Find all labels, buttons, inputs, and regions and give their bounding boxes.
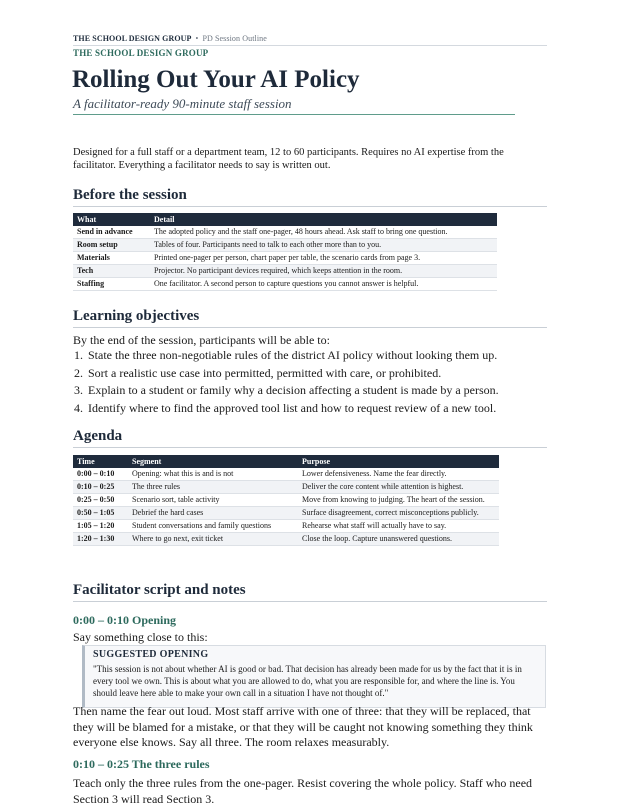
table-cell: Student conversations and family questions	[128, 520, 298, 533]
table-cell: 0:25 – 0:50	[73, 494, 128, 507]
list-item: 2. Sort a realistic use case into permitted, permitted with care, or prohibited.	[86, 365, 556, 383]
opening-lead: Say something close to this:	[73, 630, 208, 644]
table-cell: 0:50 – 1:05	[73, 507, 128, 520]
list-item: 3. Explain to a student or family why a decision affecting a student is made by a person.	[86, 382, 556, 400]
section-heading-objectives: Learning objectives	[73, 308, 547, 328]
table-cell: Move from knowing to judging. The heart of the session.	[298, 494, 499, 507]
table-cell: Room setup	[73, 239, 150, 252]
callout-quote: "This session is not about whether AI is good or bad. That decision has already been made for us by the fact that it is in every tool we own. This is about what you are allowed to do, what you are responsible for, and where the line is. You should leave here able to make your own call in a situation I have not thought of."	[93, 664, 522, 698]
column-header: Purpose	[298, 455, 499, 468]
agenda-table	[73, 455, 499, 546]
table-cell: 1:20 – 1:30	[73, 533, 128, 546]
table-cell: 0:10 – 0:25	[73, 481, 128, 494]
column-header: What	[73, 213, 150, 226]
document-title: Rolling Out Your AI Policy	[72, 66, 360, 93]
column-header: Segment	[128, 455, 298, 468]
rules-segment-heading: 0:10 – 0:25 The three rules	[73, 757, 210, 771]
running-head	[73, 34, 547, 46]
column-header: Time	[73, 455, 128, 468]
suggested-opening-callout	[82, 645, 546, 708]
objectives-lead: By the end of the session, participants will be able to:	[73, 333, 330, 347]
running-head-doc-title: PD Session Outline	[202, 34, 267, 43]
table-cell: Materials	[73, 252, 150, 265]
table-cell: The adopted policy and the staff one-pager, 48 hours ahead. Ask staff to bring one question.	[150, 226, 497, 239]
section-heading-agenda: Agenda	[73, 428, 547, 448]
before-session-table	[73, 213, 497, 291]
list-item: 4. Identify where to find the approved tool list and how to request review of a new tool.	[86, 400, 556, 418]
table-cell: Tech	[73, 265, 150, 278]
after-callout-paragraph: Then name the fear out loud. Most staff arrive with one of three: that they will be replaced, that they will be blamed for a mistake, or that they will be caught not knowing something they think everyone else knows. Say all three. The room relaxes measurably.	[73, 704, 533, 749]
objectives-list	[72, 347, 556, 417]
table-cell: The three rules	[128, 481, 298, 494]
table-row	[73, 494, 499, 507]
table-cell: Printed one-pager per person, chart paper per table, the scenario cards from page 3.	[150, 252, 497, 265]
table-row	[73, 239, 497, 252]
table-row	[73, 278, 497, 291]
table-cell: Where to go next, exit ticket	[128, 533, 298, 546]
brand-name: THE SCHOOL DESIGN GROUP	[73, 48, 209, 58]
intro-paragraph: Designed for a full staff or a department team, 12 to 60 participants. Requires no AI expertise from the facilitator. Everything a facilitator needs to say is written out.	[73, 147, 504, 171]
table-header-row	[73, 213, 497, 226]
table-cell: Rehearse what staff will actually have to say.	[298, 520, 499, 533]
opening-segment-heading: 0:00 – 0:10 Opening	[73, 613, 177, 627]
running-head-org: THE SCHOOL DESIGN GROUP	[73, 34, 192, 43]
table-row	[73, 265, 497, 278]
table-cell: Deliver the core content while attention is highest.	[298, 481, 499, 494]
table-row	[73, 468, 499, 481]
table-row	[73, 520, 499, 533]
section-heading-before: Before the session	[73, 187, 547, 207]
table-cell: One facilitator. A second person to capture questions you cannot answer is helpful.	[150, 278, 497, 291]
table-cell: 1:05 – 1:20	[73, 520, 128, 533]
table-cell: Lower defensiveness. Name the fear directly.	[298, 468, 499, 481]
table-cell: Tables of four. Participants need to talk to each other more than to you.	[150, 239, 497, 252]
table-cell: Staffing	[73, 278, 150, 291]
rules-paragraph: Teach only the three rules from the one-pager. Resist covering the whole policy. Staff who need Section 3 will read Section 3.	[73, 776, 533, 806]
table-cell: Send in advance	[73, 226, 150, 239]
table-cell: Surface disagreement, correct misconceptions publicly.	[298, 507, 499, 520]
table-row	[73, 533, 499, 546]
table-cell: 0:00 – 0:10	[73, 468, 128, 481]
section-heading-script: Facilitator script and notes	[73, 582, 547, 602]
table-cell: Debrief the hard cases	[128, 507, 298, 520]
column-header: Detail	[150, 213, 497, 226]
table-row	[73, 226, 497, 239]
document-subtitle: A facilitator-ready 90-minute staff session	[73, 96, 515, 115]
table-header-row	[73, 455, 499, 468]
table-row	[73, 507, 499, 520]
table-cell: Scenario sort, table activity	[128, 494, 298, 507]
table-row	[73, 252, 497, 265]
running-head-separator: •	[195, 34, 199, 43]
callout-label: SUGGESTED OPENING	[93, 649, 209, 660]
table-cell: Projector. No participant devices required, which keeps attention in the room.	[150, 265, 497, 278]
table-row	[73, 481, 499, 494]
table-cell: Opening: what this is and is not	[128, 468, 298, 481]
table-cell: Close the loop. Capture unanswered questions.	[298, 533, 499, 546]
list-item: 1. State the three non-negotiable rules of the district AI policy without looking them up.	[86, 347, 556, 365]
